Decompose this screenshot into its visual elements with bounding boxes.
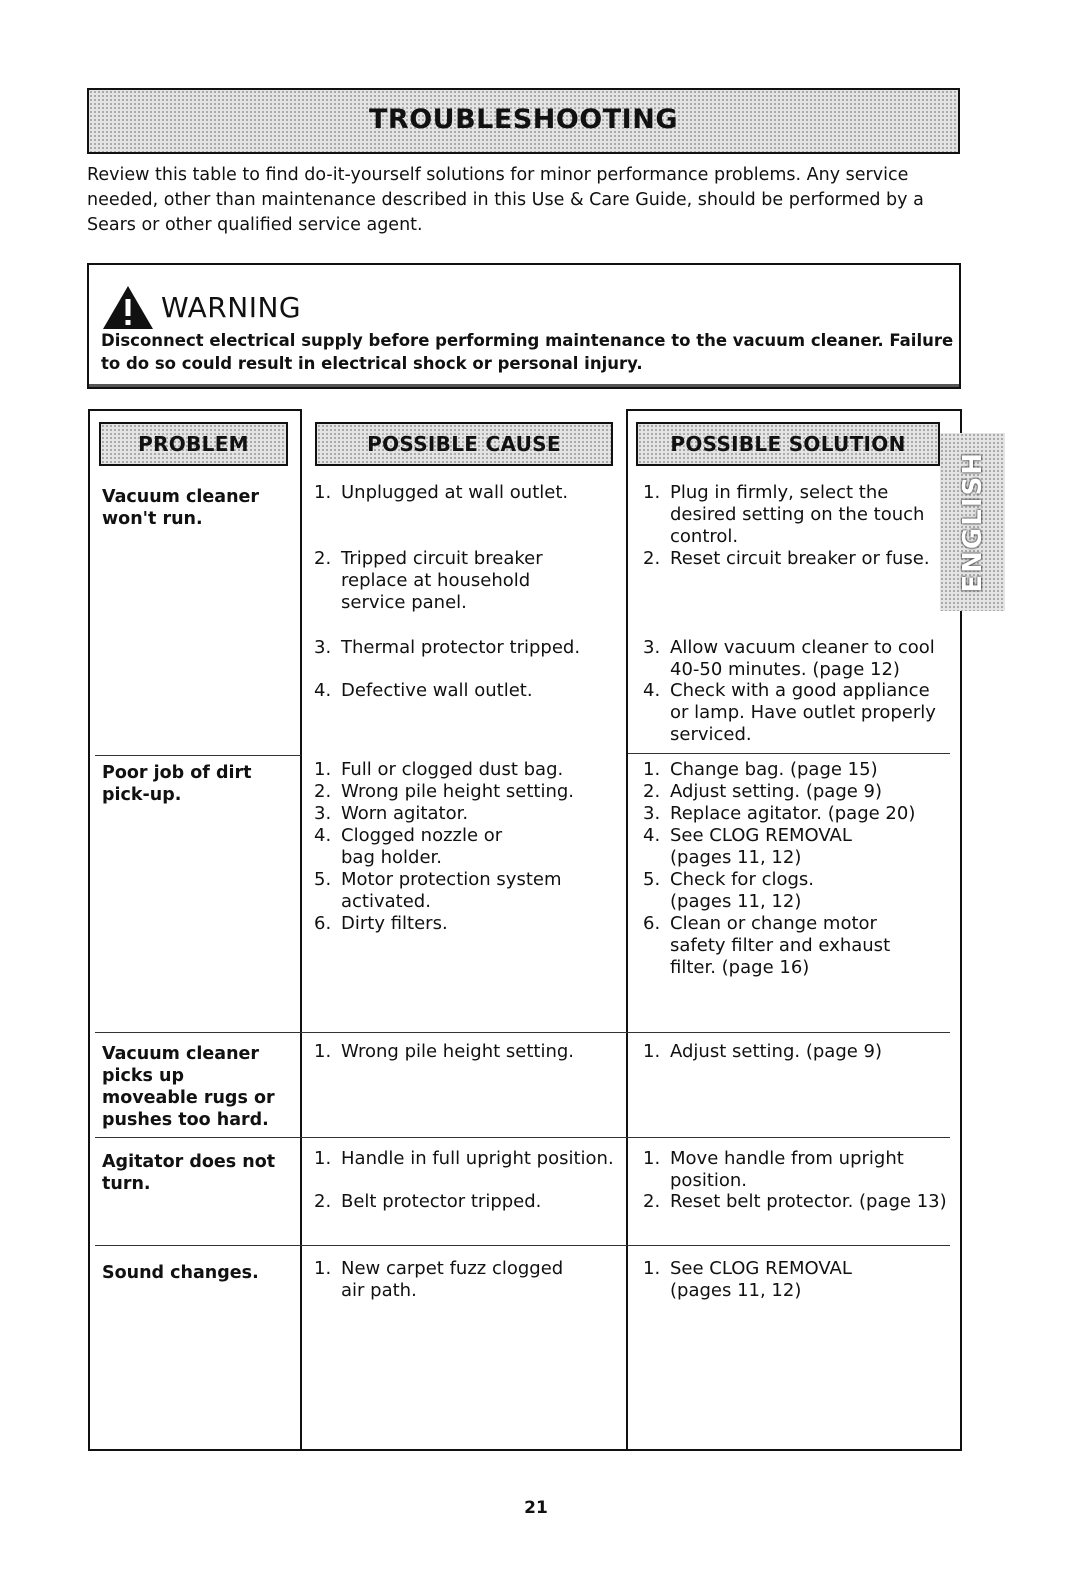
solution-item: 1. See CLOG REMOVAL (pages 11, 12) xyxy=(643,1258,852,1301)
problem-cell: Vacuum cleaner won't run. xyxy=(102,487,260,529)
row-divider xyxy=(95,1032,950,1033)
cause-item: 1. Wrong pile height setting. xyxy=(314,1041,575,1062)
warning-text: Disconnect electrical supply before performing maintenance to the vacuum cleaner. Failure to do so could result in electrical shock or personal injury. xyxy=(101,331,954,373)
warning-triangle-icon xyxy=(101,283,155,331)
problem-cell: Agitator does not turn. xyxy=(102,1152,276,1194)
cause-item: 5. Motor protection system activated. xyxy=(314,869,562,912)
cause-item: 2. Belt protector tripped. xyxy=(314,1191,542,1212)
solution-item: 3. Allow vacuum cleaner to cool 40-50 minutes. (page 12) xyxy=(643,637,935,680)
cause-item: 4. Clogged nozzle or bag holder. xyxy=(314,825,503,868)
table-top-border-right xyxy=(626,409,962,411)
cause-item: 4. Defective wall outlet. xyxy=(314,680,533,701)
solution-item: 4. Check with a good appliance or lamp. Have outlet properly serviced. xyxy=(643,680,936,745)
solution-item: 3. Replace agitator. (page 20) xyxy=(643,803,916,824)
row-divider xyxy=(95,755,301,756)
cause-item: 1. Unplugged at wall outlet. xyxy=(314,482,569,503)
solution-item: 5. Check for clogs. (pages 11, 12) xyxy=(643,869,814,912)
solution-item: 2. Adjust setting. (page 9) xyxy=(643,781,883,802)
row-divider xyxy=(95,1137,950,1138)
warning-box xyxy=(87,263,961,389)
cause-item: 2. Tripped circuit breaker replace at household service panel. xyxy=(314,548,543,613)
cause-item: 1. New carpet fuzz clogged air path. xyxy=(314,1258,564,1301)
solution-item: 6. Clean or change motor safety filter and exhaust filter. (page 16) xyxy=(643,913,891,978)
problem-cell: Poor job of dirt pick-up. xyxy=(102,763,252,805)
cause-item: 6. Dirty filters. xyxy=(314,913,448,934)
intro-paragraph: Review this table to find do-it-yourself solutions for minor performance problems. Any service needed, other than maintenance described in this Use & Care Guide, should be performed by a Sears or other qualified service agent. xyxy=(87,165,924,235)
solution-item: 1. Change bag. (page 15) xyxy=(643,759,878,780)
page-number: 21 xyxy=(524,1498,548,1518)
problem-cell: Sound changes. xyxy=(102,1263,259,1283)
column-divider-1 xyxy=(300,409,302,1451)
solution-item: 4. See CLOG REMOVAL (pages 11, 12) xyxy=(643,825,852,868)
solution-item: 1. Plug in firmly, select the desired setting on the touch control. xyxy=(643,482,925,547)
title-banner xyxy=(87,88,960,154)
cause-item: 1. Full or clogged dust bag. xyxy=(314,759,564,780)
header-problem: PROBLEM xyxy=(99,422,288,466)
header-possible-solution: POSSIBLE SOLUTION xyxy=(636,422,940,466)
header-possible-cause: POSSIBLE CAUSE xyxy=(315,422,613,466)
row-divider xyxy=(628,753,950,754)
cause-item: 2. Wrong pile height setting. xyxy=(314,781,575,802)
solution-item: 2. Reset belt protector. (page 13) xyxy=(643,1191,947,1212)
language-tab-label: ENGLISH xyxy=(957,451,988,593)
table-top-border-left xyxy=(88,409,302,411)
row-divider xyxy=(95,1245,950,1246)
language-tab xyxy=(940,433,1005,611)
cause-item: 1. Handle in full upright position. xyxy=(314,1148,614,1169)
cause-item: 3. Worn agitator. xyxy=(314,803,469,824)
warning-heading: WARNING xyxy=(161,290,302,324)
column-divider-2 xyxy=(626,409,628,1451)
cause-item: 3. Thermal protector tripped. xyxy=(314,637,581,658)
solution-item: 2. Reset circuit breaker or fuse. xyxy=(643,548,930,569)
solution-item: 1. Adjust setting. (page 9) xyxy=(643,1041,883,1062)
problem-cell: Vacuum cleaner picks up moveable rugs or pushes too hard. xyxy=(102,1044,275,1130)
page-title: TROUBLESHOOTING xyxy=(369,103,678,135)
solution-item: 1. Move handle from upright position. xyxy=(643,1148,904,1191)
